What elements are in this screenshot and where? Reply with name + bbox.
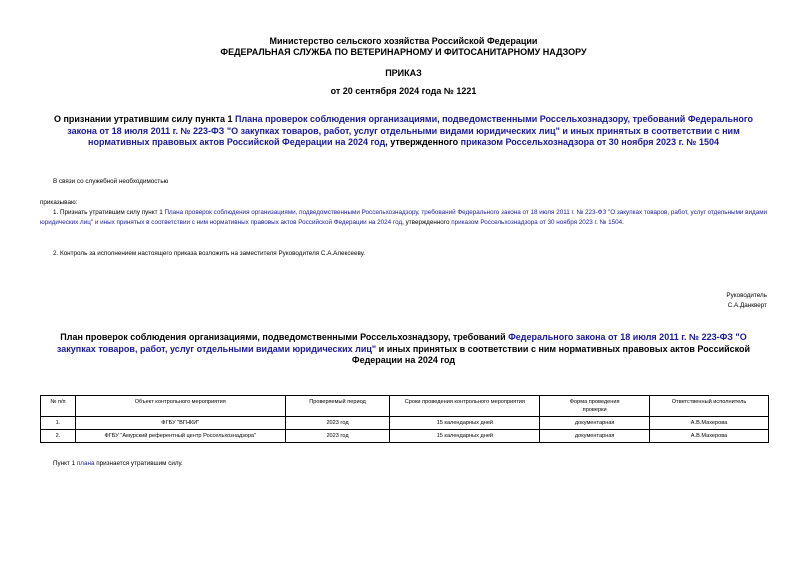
doc-date-number: от 20 сентября 2024 года № 1221 [330, 86, 477, 96]
plan-title-suffix: и иных принятых в соответствии с ним нормативных правовых актов Российской Федерации на 2024 год [351, 343, 751, 365]
table-header-row [41, 396, 769, 417]
p3-middle: , утвержденного [402, 218, 452, 226]
title-order-link[interactable]: приказом Россельхознадзора от 30 ноября 2023 г. № 1504 [460, 137, 719, 147]
p3-order-link[interactable]: приказом Россельхознадзора от 30 ноября 2023 г. № 1504 [451, 218, 623, 226]
table-cell: 1. [41, 417, 76, 430]
p3-prefix: 1. Признать утратившим силу пункт 1 [53, 209, 165, 216]
table-row [41, 417, 769, 430]
body-paragraph-4: 2. Контроль за исполнением настоящего приказа возложить на заместителя Руководителя С.А.Алексееву. [53, 250, 365, 257]
note-prefix: Пункт 1 [53, 460, 77, 467]
table-row [41, 430, 769, 443]
col-header: Сроки проведения контрольного мероприятия [390, 396, 540, 417]
col-header: Ответственный исполнитель [650, 396, 769, 417]
col-header: Проверяемый период [285, 396, 390, 417]
body-paragraph-3 [40, 208, 770, 227]
title-plan-link[interactable]: Плана проверок соблюдения организациями, подведомственными Россельхознадзору, требований Федерального закона от 18 июля 2011 г. № 223-ФЗ "О закупках товаров, работ, услуг отдельными видами юридических лиц" и иных принятых в соответствии с ним нормативных правовых актов Российской Федерации на 2024 год [67, 114, 754, 147]
table-cell: 15 календарных дней [390, 417, 540, 430]
table-cell: 15 календарных дней [390, 430, 540, 443]
note-suffix: признается утратившим силу. [94, 460, 183, 467]
service-name: ФЕДЕРАЛЬНАЯ СЛУЖБА ПО ВЕТЕРИНАРНОМУ И ФИТОСАНИТАРНОМУ НАДЗОРУ [220, 47, 587, 57]
title-prefix: О признании утратившим силу пункта 1 [53, 114, 235, 124]
p3-plan-link[interactable]: Плана проверок соблюдения организациями, подведомственными Россельхознадзору, требований Федерального закона от 18 июля 2011 г. № 223-ФЗ "О закупках товаров, работ, услуг отдельными видами юридических лиц" и иных принятых в соответствии с ним нормативных правовых актов Российской Федерации на 2024 год [40, 209, 768, 226]
table-cell: ФГБУ "ВГНКИ" [75, 417, 285, 430]
plan-title [40, 332, 767, 367]
body-paragraph-2: приказываю: [40, 199, 78, 206]
p3-end: . [622, 218, 624, 226]
plan-title-prefix: План проверок соблюдения организациями, подведомственными Россельхознадзору, требований [60, 332, 509, 342]
table-cell: А.В.Махерова [650, 417, 769, 430]
signature-name: С.А.Данкверт [727, 302, 767, 309]
plan-table [40, 395, 769, 443]
title-middle: , утвержденного [385, 137, 461, 147]
note-plan-link[interactable]: плана [76, 460, 95, 467]
plan-title-law-link[interactable]: Федерального закона от 18 июля 2011 г. № 223-ФЗ "О закупках товаров, работ, услуг отдельными видами юридических лиц" [56, 332, 747, 354]
col-header-text: Форма проведения проверки [569, 399, 620, 413]
col-header: № п/п [41, 396, 76, 417]
signature-position: Руководитель [726, 292, 767, 299]
doc-title [40, 114, 767, 149]
table-cell: 2. [41, 430, 76, 443]
ministry-name: Министерство сельского хозяйства Российской Федерации [269, 36, 538, 46]
plan-note [53, 459, 183, 469]
body-paragraph-1: В связи со служебной необходимостью [53, 178, 169, 185]
doc-type: ПРИКАЗ [385, 68, 422, 78]
col-header [540, 396, 650, 417]
table-cell: 2023 год [285, 417, 390, 430]
table-cell: документарная [540, 417, 650, 430]
table-cell: А.В.Махерова [650, 430, 769, 443]
col-header: Объект контрольного мероприятия [75, 396, 285, 417]
table-cell: ФГБУ "Амурский референтный центр Россельхознадзора" [75, 430, 285, 443]
table-cell: документарная [540, 430, 650, 443]
table-cell: 2023 год [285, 430, 390, 443]
